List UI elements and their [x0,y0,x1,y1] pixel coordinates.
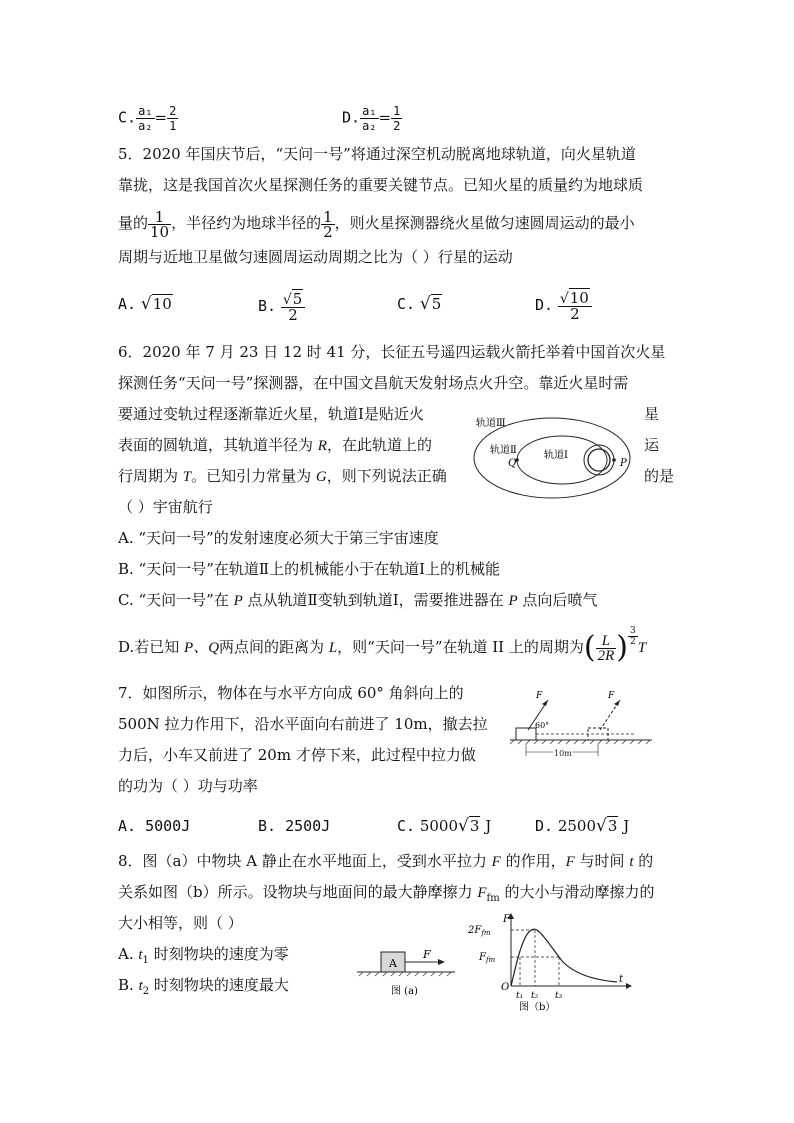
q6-line-5-right: 的是 [644,467,675,485]
figb-t3-label: t₃ [555,991,563,1001]
block-a-label: A [389,957,397,970]
orbit-1-label: 轨道Ⅰ [544,450,568,461]
q6-line-1: 6．2020 年 7 月 23 日 12 时 41 分，长征五号遥四运载火箭托举着中国首次火星 [118,343,666,361]
q5-option-a: A. √10 [118,294,172,314]
point-p-label: P [620,458,627,469]
q8-option-a: A. $t_1$ 时刻物块的速度为零 [118,945,289,966]
q6-option-b: B. “天问一号”在轨道Ⅱ上的机械能小于在轨道Ⅰ上的机械能 [118,560,501,578]
figb-t2-label: t₂ [531,991,539,1001]
q8-line-1: 8．图（a）中物块 A 静止在水平地面上，受到水平拉力 F 的作用，F 与时间 t 的 [118,852,654,870]
q8-option-b: B. $t_2$ 时刻物块的速度最大 [118,976,289,997]
q6-line-4-right: 运 [644,436,660,454]
q6-option-a: A. “天问一号”的发射速度必须大于第三宇宙速度 [118,529,439,547]
block-start [516,728,536,740]
figb-force-curve [511,929,617,986]
figb-origin-label: O [501,982,510,993]
q5-line-1: 5．2020 年国庆节后，“天问一号”将通过深空机动脱离地球轨道，向火星轨道 [118,145,636,163]
force-label-2: F [608,691,615,701]
orbit-diagram [470,408,640,500]
q8-line-2: 关系如图（b）所示。设物块与地面间的最大静摩擦力 $F_{fm}$ 的大小与滑动摩擦力的 [118,883,655,904]
q6-line-5: 行周期为 T。已知引力常量为 G，则下列说法正确 [118,467,447,485]
q6-line-3-right: 星 [644,405,660,423]
orbit-2-label: 轨道Ⅱ [490,445,517,456]
q7-option-a: A. 5000J [118,817,191,835]
point-p-dot [612,458,616,462]
q6-line-4: 表面的圆轨道，其轨道半径为 R，在此轨道上的 [118,436,432,454]
q5-option-b: B. $\frac{√5}{2}$ [258,286,305,326]
figb-ffm-label: $F_{fm}$ [479,952,496,964]
figure-a-block [355,944,465,1004]
q5-line-3: 量的 $\frac{1}{10}$ ，半径约为地球半径的 $\frac{1}{2}$ ，则火星探测器绕火星做匀速圆周运动的最小 [118,207,635,241]
q7-line-1: 7．如图所示，物体在与水平方向成 60° 角斜向上的 [118,684,464,702]
force-label-1: F [536,691,543,701]
figa-caption: 图 (a) [391,986,418,997]
figb-x-label: t [619,974,624,985]
angle-label: 60° [535,721,550,730]
fraction-one-half: $\frac{1}{2}$ [323,207,333,241]
q5-line-2: 靠拢，这是我国首次火星探测任务的重要关键节点。已知火星的质量约为地球质 [118,176,644,194]
force-diagram [506,688,656,760]
q7-option-b: B. 2500J [258,817,331,835]
q6-option-d: D.若已知 P、Q两点间的距离为 L，则“天问一号”在轨道 II 上的周期为( $\frac{L}{2R}$ ) $\frac{3}{2}$ T [118,626,647,665]
q7-option-c: C. 5000√3 J [397,816,492,836]
distance-label: 10m [554,749,572,758]
q6-line-2: 探测任务“天问一号”探测器，在中国文昌航天发射场点火升空。靠近火星时需 [118,374,629,392]
q7-option-d: D. 2500√3 J [535,816,630,836]
q6-line-3: 要通过变轨过程逐渐靠近火星，轨道Ⅰ是贴近火 [118,405,424,423]
figa-force-label: F [423,948,431,961]
figb-caption: 图（b） [519,1002,556,1013]
q5-line-4: 周期与近地卫星做匀速圆周运动周期之比为（ ）行星的运动 [118,248,513,266]
q7-line-2: 500N 拉力作用下，沿水平面向右前进了 10m，撤去拉 [118,715,488,733]
point-q-label: Q [508,458,517,469]
q7-line-3: 力后，小车又前进了 20m 才停下来，此过程中拉力做 [118,746,476,764]
q4-option-d: D. $\frac{\text{a₁}}{\text{a₂}}$ = $\frac{1}{2}$ [342,104,401,133]
figure-b-graph [467,910,637,1015]
q8-line-3: 大小相等，则（ ） [118,914,243,932]
q7-line-4: 的功为（ ）功与功率 [118,777,258,795]
figb-y-label: F [503,914,510,925]
q5-option-d: D. $\frac{√10}{2}$ [535,284,592,326]
orbit-3-label: 轨道Ⅲ [476,418,506,429]
figb-t1-label: t₁ [516,991,524,1001]
figb-2ffm-label: $2F_{fm}$ [468,925,491,937]
q4-option-c: C. $\frac{\text{a₁}}{\text{a₂}}$ = $\frac{2}{1}$ [118,104,177,133]
fraction-one-tenth: $\frac{1}{10}$ [150,207,170,241]
q6-line-6: （ ）宇宙航行 [118,498,213,516]
q5-option-c: C. √5 [397,294,442,314]
q6-option-c: C. “天问一号”在 P 点从轨道Ⅱ变轨到轨道Ⅰ，需要推进器在 P 点向后喷气 [118,591,598,609]
